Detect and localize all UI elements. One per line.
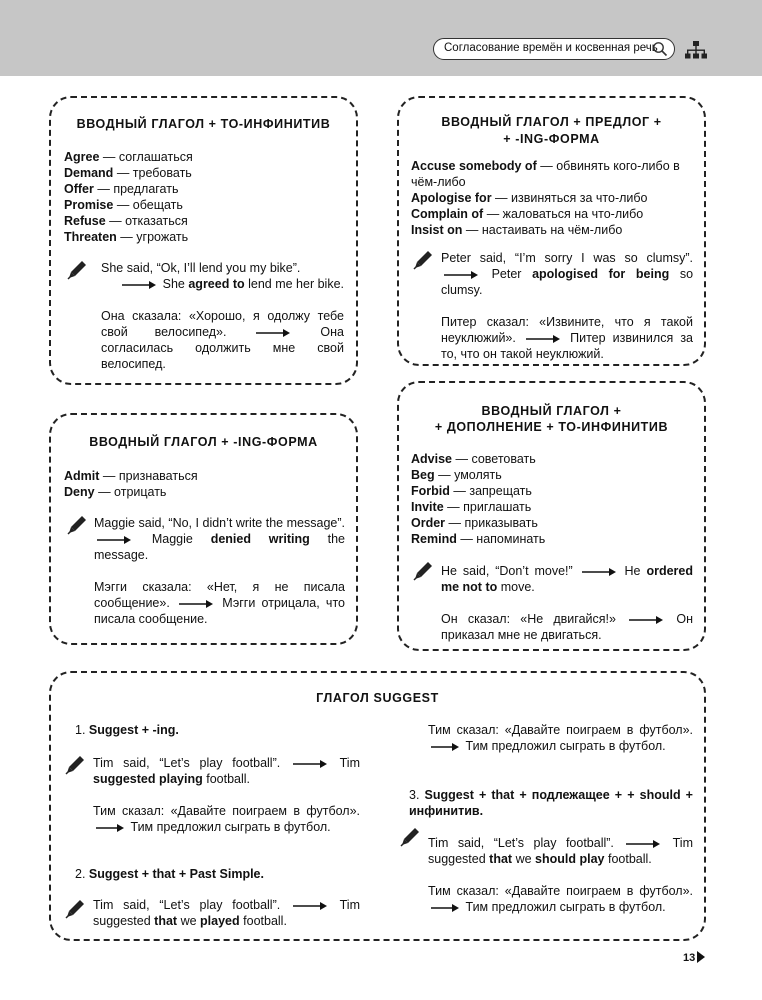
- pen-icon: [67, 515, 87, 535]
- box-title: ВВОДНЫЙ ГЛАГОЛ + ТО-ИНФИНИТИВ: [76, 117, 331, 131]
- list-item: Accuse somebody of — обвинять кого-либо в чём-либо: [411, 159, 680, 189]
- example-en: Tim said, “Let’s play football”. Tim suggested that we should play football.: [428, 836, 693, 866]
- arrow-right-icon: [122, 281, 156, 289]
- example-en: She said, “Ok, I’ll lend you my bike”. She agreed to lend me her bike.: [101, 261, 344, 291]
- arrow-right-icon: [179, 600, 213, 608]
- list-item: Complain of — жаловаться на что-либо: [411, 207, 644, 221]
- list-item: Offer — предлагать: [64, 182, 179, 196]
- verb-list: [411, 158, 697, 238]
- next-page-icon[interactable]: [697, 951, 705, 963]
- example-en: Peter said, “I’m sorry I was so clumsy”. Peter apologised for being so clumsy.: [441, 251, 694, 297]
- example-ru: Тим сказал: «Давайте поиграем в футбол». Тим предложил сыграть в футбол.: [428, 884, 693, 914]
- pen-icon: [65, 899, 85, 919]
- preposition-ing-box: [397, 96, 706, 366]
- example-ru: Он сказал: «Не двигайся!» Он приказал мне не двигаться.: [441, 612, 694, 642]
- pen-icon: [67, 260, 87, 280]
- example-en: Tim said, “Let’s play football”. Tim suggested that we played football.: [93, 898, 360, 928]
- example-block: [93, 755, 360, 835]
- verb-list: [64, 149, 193, 245]
- arrow-right-icon: [626, 840, 660, 848]
- list-item: Admit — признаваться: [64, 469, 198, 483]
- list-item: Apologise for — извиняться за что-либо: [411, 191, 648, 205]
- list-item: Order — приказывать: [411, 516, 538, 530]
- arrow-right-icon: [293, 902, 327, 910]
- verb-list: [64, 468, 198, 500]
- example-ru: Она сказала: «Хорошо, я одолжу тебе свой велосипед». Она согласилась одолжить мне свой велосипед.: [101, 309, 344, 371]
- example-block: [428, 835, 693, 915]
- arrow-right-icon: [431, 904, 459, 912]
- page-number: 13: [683, 952, 696, 964]
- object-infinitive-box: [397, 381, 706, 651]
- list-item: Advise — советовать: [411, 452, 536, 466]
- rule-2: 2. Suggest + that + Past Simple.: [75, 867, 264, 881]
- example-en: Tim said, “Let’s play football”. Tim suggested playing football.: [93, 756, 360, 786]
- example-en: Maggie said, “No, I didn’t write the message”. Maggie denied writing the message.: [94, 516, 346, 562]
- arrow-right-icon: [96, 824, 124, 832]
- example-ru-right: Тим сказал: «Давайте поиграем в футбол». Тим предложил сыграть в футбол.: [428, 723, 693, 753]
- arrow-right-icon: [256, 329, 290, 337]
- arrow-right-icon: [526, 335, 560, 343]
- arrow-right-icon: [97, 536, 131, 544]
- arrow-right-icon: [629, 616, 663, 624]
- list-item: Beg — умолять: [411, 468, 502, 482]
- example-block: [441, 250, 693, 362]
- example-block: [101, 260, 344, 372]
- list-item: Deny — отрицать: [64, 485, 167, 499]
- verb-list: [411, 451, 545, 547]
- list-item: Promise — обещать: [64, 198, 183, 212]
- section-title: Согласование времён и косвенная речь: [444, 42, 658, 54]
- list-item: Insist on — настаивать на чём-либо: [411, 223, 623, 237]
- arrow-right-icon: [431, 743, 459, 751]
- section-title-pill[interactable]: [433, 38, 675, 60]
- list-item: Remind — напоминать: [411, 532, 546, 546]
- box-title: ГЛАГОЛ SUGGEST: [316, 691, 439, 705]
- example-block: [94, 515, 345, 627]
- box-title-line1: ВВОДНЫЙ ГЛАГОЛ +: [481, 404, 622, 418]
- example-block: [441, 563, 693, 643]
- rule-3: 3. Suggest + that + подлежащее + + should + инфинитив.: [409, 788, 693, 818]
- arrow-right-icon: [293, 760, 327, 768]
- list-item: Demand — требовать: [64, 166, 192, 180]
- example-block: [93, 897, 360, 929]
- list-item: Agree — соглашаться: [64, 150, 193, 164]
- ing-form-box: [49, 413, 358, 645]
- box-title-line2: + -ING-ФОРМА: [503, 132, 600, 146]
- list-item: Forbid — запрещать: [411, 484, 532, 498]
- list-item: Refuse — отказаться: [64, 214, 188, 228]
- search-icon[interactable]: [652, 41, 668, 57]
- box-title-line2: + ДОПОЛНЕНИЕ + ТО-ИНФИНИТИВ: [434, 420, 669, 434]
- list-item: Invite — приглашать: [411, 500, 532, 514]
- pen-icon: [400, 827, 420, 847]
- example-en: He said, “Don’t move!” He ordered me not to move.: [441, 564, 693, 594]
- list-item: Threaten — угрожать: [64, 230, 189, 244]
- arrow-right-icon: [444, 271, 478, 279]
- hierarchy-icon[interactable]: [685, 40, 707, 60]
- suggest-box: [49, 671, 706, 941]
- rule-1: 1. Suggest + -ing.: [75, 723, 179, 737]
- box-title: ВВОДНЫЙ ГЛАГОЛ + -ING-ФОРМА: [89, 435, 318, 449]
- pen-icon: [413, 250, 433, 270]
- arrow-right-icon: [582, 568, 616, 576]
- pen-icon: [65, 755, 85, 775]
- example-ru: Мэгги сказала: «Нет, я не писала сообщение». Мэгги отрицала, что писала сообщение.: [94, 580, 345, 626]
- box-title-line1: ВВОДНЫЙ ГЛАГОЛ + ПРЕДЛОГ +: [441, 115, 662, 129]
- example-ru: Тим сказал: «Давайте поиграем в футбол». Тим предложил сыграть в футбол.: [93, 804, 360, 834]
- to-infinitive-box: [49, 96, 358, 385]
- example-ru: Питер сказал: «Извините, что я такой неуклюжий». Питер извинился за то, что он такой неуклюжий.: [441, 315, 694, 361]
- pen-icon: [413, 561, 433, 581]
